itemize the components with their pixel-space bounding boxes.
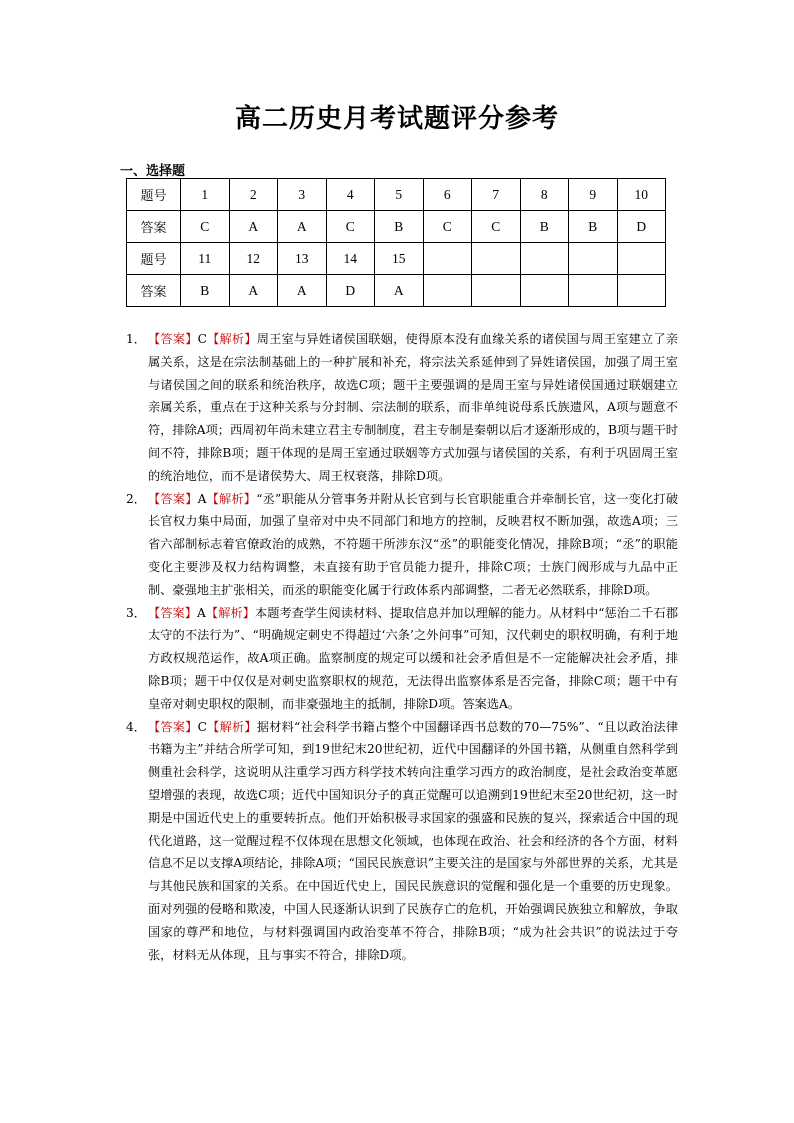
- table-cell: [423, 275, 472, 307]
- table-cell: 3: [278, 179, 327, 211]
- table-cell: 6: [423, 179, 472, 211]
- table-cell: A: [278, 211, 327, 243]
- item-number: 2．: [126, 491, 146, 506]
- table-cell: [472, 243, 521, 275]
- table-cell: [569, 243, 618, 275]
- table-cell: C: [423, 211, 472, 243]
- analysis-text: 据材料“社会科学书籍占整个中国翻译西书总数的70—75%”、“且以政治法律书籍为主”并结合所学可知，到19世纪末20世纪初，近代中国翻译的外国书籍，从侧重自然科学到侧重社会科学，这说明从注重学习西方科学技术转向注重学习西方的政治制度，是社会政治变革愿望增强的表现，故选C项；近代中国知识分子的真正觉醒可以追溯到19世纪末至20世纪初，这一时期是中国近代史上的重要转折点。他们开始积极寻求国家的强盛和民族的复兴，探索适合中国的现代化道路，这一觉醒过程不仅体现在思想文化领域，也体现在政治、社会和经济的各个方面，材料信息不足以支撑A项结论，排除A项；“国民民族意识”主要关注的是国家与外部世界的关系，尤其是与其他民族和国家的关系。在中国近代史上，国民民族意识的觉醒和强化是一个重要的历史现象。面对列强的侵略和欺凌，中国人民逐渐认识到了民族存亡的危机，开始强调民族独立和解放，争取国家的尊严和地位，与材料强调国内政治变革不符合，排除B项；“成为社会共识”的说法过于夸张，材料无从体现，且与事实不符合，排除D项。: [148, 719, 679, 962]
- table-cell: 12: [229, 243, 278, 275]
- row-header: 题号: [127, 243, 181, 275]
- table-cell: [423, 243, 472, 275]
- table-cell: 8: [520, 179, 569, 211]
- analysis-text: “丞”职能从分管事务并附从长官到与长官职能重合并牵制长官，这一变化打破长官权力集中局面，加强了皇帝对中央不同部门和地方的控制，反映君权不断加强，故选A项；三省六部制标志着官僚政治的成熟，不符题干所涉东汉“丞”的职能变化情况，排除B项；“丞”的职能变化主要涉及权力结构调整，未直接有助于官员能力提升，排除C项；士族门阀形成与九品中正制、豪强地主扩张相关，而丞的职能变化属于行政体系内部调整，二者无必然联系，排除D项。: [148, 491, 679, 597]
- table-cell: B: [375, 211, 424, 243]
- row-header: 答案: [127, 275, 181, 307]
- table-cell: C: [472, 211, 521, 243]
- table-cell: B: [520, 211, 569, 243]
- table-cell: [617, 243, 666, 275]
- table-cell: [520, 275, 569, 307]
- table-cell: A: [229, 211, 278, 243]
- answer-tag: 【答案】: [148, 605, 198, 620]
- table-cell: 2: [229, 179, 278, 211]
- page-title: 高二历史月考试题评分参考: [234, 104, 559, 134]
- table-cell: 11: [181, 243, 230, 275]
- explanation-item-2: [126, 488, 678, 602]
- table-cell: C: [326, 211, 375, 243]
- table-cell: [617, 275, 666, 307]
- table-cell: C: [181, 211, 230, 243]
- table-cell: A: [278, 275, 327, 307]
- answer-tag: 【答案】: [148, 332, 198, 346]
- answer-letter: A: [197, 491, 207, 506]
- answer-letter: C: [197, 332, 207, 346]
- table-cell: B: [181, 275, 230, 307]
- answer-tag: 【答案】: [148, 491, 198, 506]
- explanation-item-4: [126, 716, 678, 967]
- item-number: 4．: [126, 719, 146, 734]
- table-cell: A: [375, 275, 424, 307]
- row-header: 题号: [127, 179, 181, 211]
- answer-letter: A: [197, 605, 206, 620]
- table-cell: 4: [326, 179, 375, 211]
- table-cell: B: [569, 211, 618, 243]
- table-row: [127, 179, 666, 211]
- item-number: 3．: [126, 605, 146, 620]
- table-cell: 13: [278, 243, 327, 275]
- explanation-list: [126, 328, 678, 966]
- answer-letter: C: [197, 719, 207, 734]
- table-cell: 14: [326, 243, 375, 275]
- table-cell: 9: [569, 179, 618, 211]
- analysis-tag: 【解析】: [206, 491, 257, 506]
- answer-table: [126, 178, 666, 307]
- analysis-tag: 【解析】: [205, 605, 255, 620]
- explanation-item-3: [126, 602, 678, 716]
- table-cell: 7: [472, 179, 521, 211]
- table-row: [127, 211, 666, 243]
- table-cell: [520, 243, 569, 275]
- table-cell: [472, 275, 521, 307]
- explanation-item-1: [126, 328, 678, 488]
- table-cell: D: [326, 275, 375, 307]
- table-cell: A: [229, 275, 278, 307]
- table-cell: D: [617, 211, 666, 243]
- analysis-tag: 【解析】: [206, 332, 257, 346]
- table-cell: [569, 275, 618, 307]
- table-cell: 15: [375, 243, 424, 275]
- analysis-text: 本题考查学生阅读材料、提取信息并加以理解的能力。从材料中“惩治二千石郡太守的不法行为”、“明确规定刺史不得超过‘六条’之外问事”可知，汉代刺史的职权明确，有利于地方政权规范运作，故A项正确。监察制度的规定可以缓和社会矛盾但是不一定能解决社会矛盾，排除B项；题干中仅仅是对刺史监察职权的规范，无法得出监察体系是否完备，排除C项；题干中有皇帝对刺史职权的限制，而非豪强地主的抵制，排除D项。答案选A。: [148, 605, 679, 711]
- answer-tag: 【答案】: [148, 719, 198, 734]
- table-row: [127, 275, 666, 307]
- analysis-text: 周王室与异姓诸侯国联姻，使得原本没有血缘关系的诸侯国与周王室建立了亲属关系，这是在宗法制基础上的一种扩展和补充，将宗法关系延伸到了异姓诸侯国，加强了周王室与诸侯国之间的联系和统治秩序，故选C项；题干主要强调的是周王室与异姓诸侯国通过联姻建立亲属关系，重点在于这种关系与分封制、宗法制的联系，而非单纯说母系氏族遗风，A项与题意不符，排除A项；西周初年尚未建立君主专制制度，君主专制是秦朝以后才逐渐形成的，B项与题干时间不符，排除B项；题干体现的是周王室通过联姻等方式加强与诸侯国的关系，有利于巩固周王室的统治地位，而不是诸侯势大、周王权衰落，排除D项。: [148, 332, 679, 483]
- table-cell: 1: [181, 179, 230, 211]
- item-number: 1．: [126, 332, 146, 346]
- analysis-tag: 【解析】: [206, 719, 257, 734]
- table-cell: 5: [375, 179, 424, 211]
- table-cell: 10: [617, 179, 666, 211]
- row-header: 答案: [127, 211, 181, 243]
- table-row: [127, 243, 666, 275]
- section-heading: 一、选择题: [120, 164, 186, 179]
